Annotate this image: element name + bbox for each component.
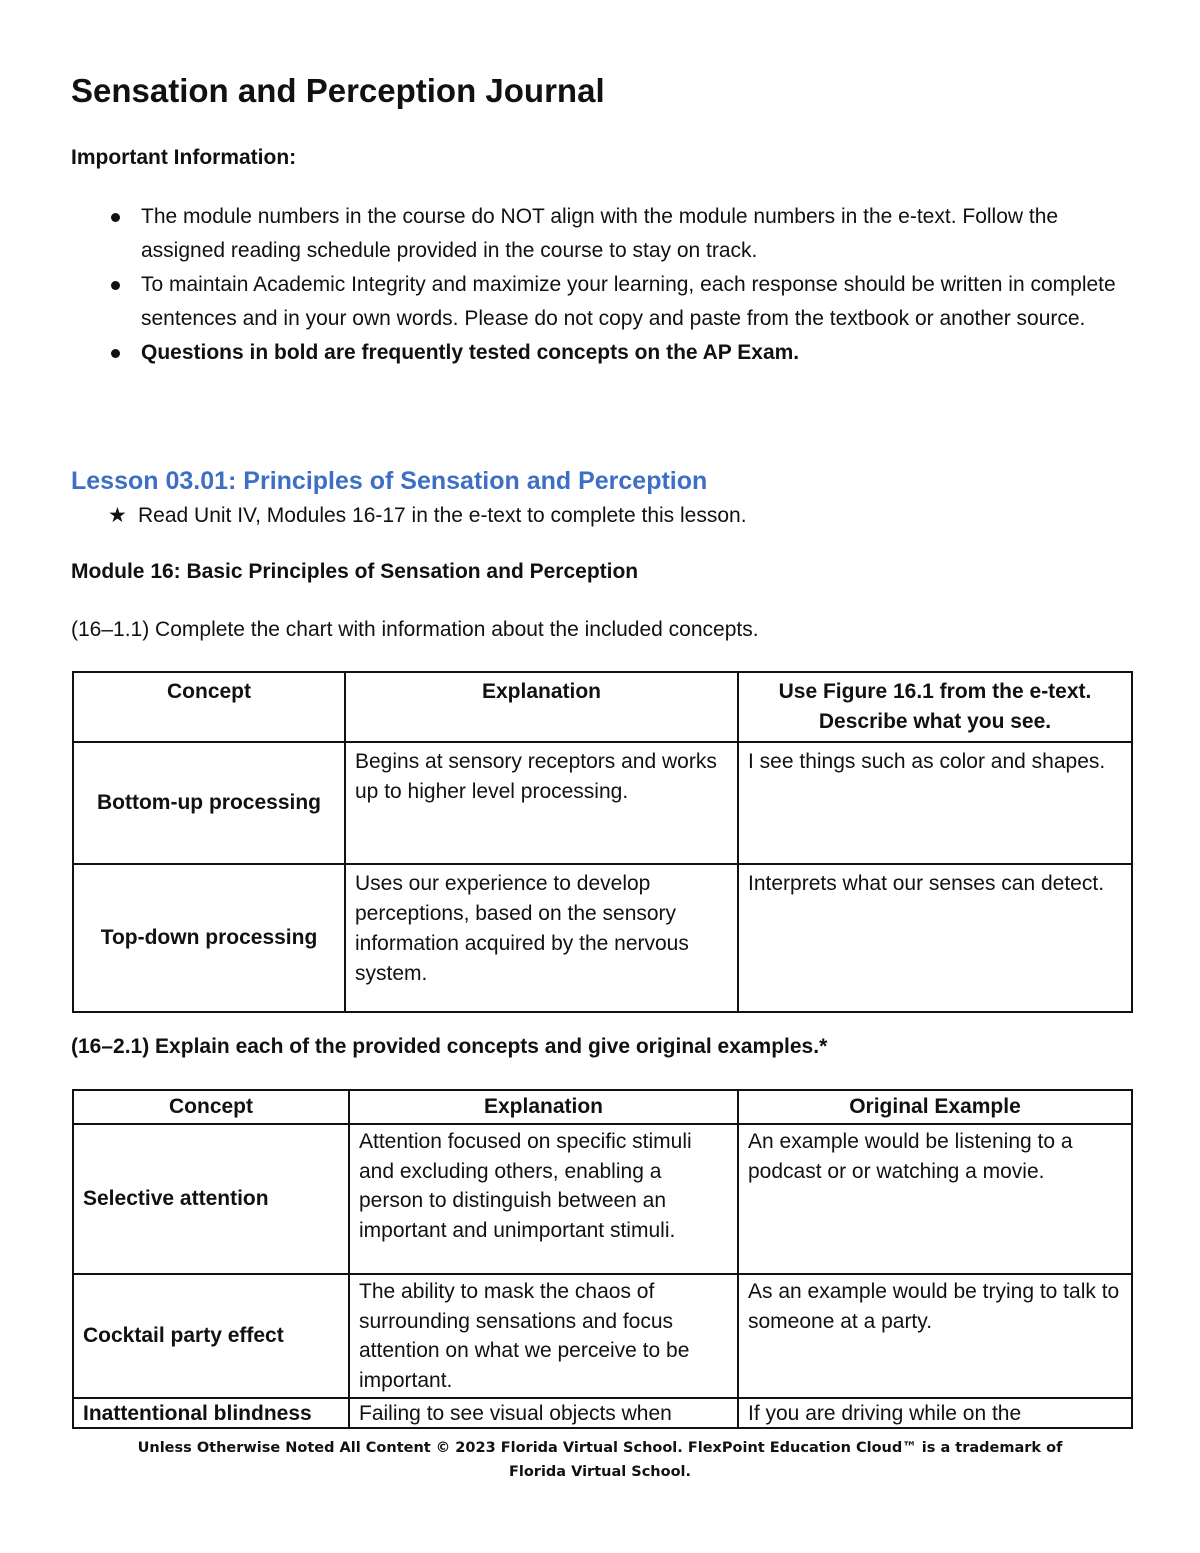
- table-header: Explanation: [345, 672, 738, 742]
- explanation-cell: Attention focused on specific stimuli and excluding others, enabling a person to distinguish between an important and unimportant stimuli.: [349, 1124, 738, 1274]
- page-title: Sensation and Perception Journal: [71, 72, 605, 109]
- explanation-cell: The ability to mask the chaos of surrounding sensations and focus attention on what we perceive to be important.: [349, 1274, 738, 1398]
- star-icon: ★: [108, 504, 127, 527]
- table-header: Use Figure 16.1 from the e-text. Describe what you see.: [738, 672, 1132, 742]
- table-header: Concept: [73, 1090, 349, 1124]
- example-cell: If you are driving while on the: [738, 1398, 1132, 1428]
- table-header-row: [73, 672, 1132, 742]
- description-cell: Interprets what our senses can detect.: [738, 864, 1132, 1012]
- concept-cell: Bottom-up processing: [73, 742, 345, 864]
- table-header: Concept: [73, 672, 345, 742]
- footer-line: Florida Virtual School.: [508, 1464, 692, 1480]
- concept-cell: Cocktail party effect: [73, 1274, 349, 1398]
- list-item: To maintain Academic Integrity and maximize your learning, each response should be written in complete sentences and in your own words. Please do not copy and paste from the textbook or another source.: [71, 268, 1131, 336]
- question-1: (16–1.1) Complete the chart with information about the included concepts.: [71, 618, 759, 641]
- table-row: [73, 742, 1132, 864]
- important-heading: Important Information:: [71, 146, 297, 169]
- module-heading: Module 16: Basic Principles of Sensation and Perception: [71, 560, 639, 583]
- important-list: [71, 200, 1131, 370]
- description-cell: I see things such as color and shapes.: [738, 742, 1132, 864]
- reading-note-text: Read Unit IV, Modules 16-17 in the e-text to complete this lesson.: [138, 504, 747, 527]
- concept-cell: Selective attention: [73, 1124, 349, 1274]
- list-item: The module numbers in the course do NOT align with the module numbers in the e-text. Follow the assigned reading schedule provided in the course to stay on track.: [71, 200, 1131, 268]
- explanation-cell: Uses our experience to develop perceptions, based on the sensory information acquired by the nervous system.: [345, 864, 738, 1012]
- bullet-icon: [111, 349, 120, 358]
- concept-cell: Inattentional blindness: [73, 1398, 349, 1428]
- table-row: [73, 864, 1132, 1012]
- lesson-heading: Lesson 03.01: Principles of Sensation and Perception: [71, 467, 708, 495]
- attention-table: [72, 1089, 1133, 1429]
- example-cell: As an example would be trying to talk to someone at a party.: [738, 1274, 1132, 1398]
- copyright-footer: [0, 1436, 1200, 1484]
- bullet-icon: [111, 213, 120, 222]
- table-row: [73, 1274, 1132, 1398]
- explanation-cell: Failing to see visual objects when: [349, 1398, 738, 1428]
- table-header: Original Example: [738, 1090, 1132, 1124]
- explanation-cell: Begins at sensory receptors and works up to higher level processing.: [345, 742, 738, 864]
- processing-table: [72, 671, 1133, 1013]
- list-item: Questions in bold are frequently tested concepts on the AP Exam.: [71, 336, 1131, 370]
- footer-line: Unless Otherwise Noted All Content © 2023 Florida Virtual School. FlexPoint Education Cloud™ is a trademark of: [137, 1440, 1063, 1456]
- concept-cell: Top-down processing: [73, 864, 345, 1012]
- table-row: [73, 1398, 1132, 1428]
- table-header: Explanation: [349, 1090, 738, 1124]
- bullet-icon: [111, 281, 120, 290]
- example-cell: An example would be listening to a podcast or or watching a movie.: [738, 1124, 1132, 1274]
- table-header-row: [73, 1090, 1132, 1124]
- reading-note: [108, 503, 747, 528]
- question-2: (16–2.1) Explain each of the provided concepts and give original examples.*: [71, 1035, 828, 1058]
- table-row: [73, 1124, 1132, 1274]
